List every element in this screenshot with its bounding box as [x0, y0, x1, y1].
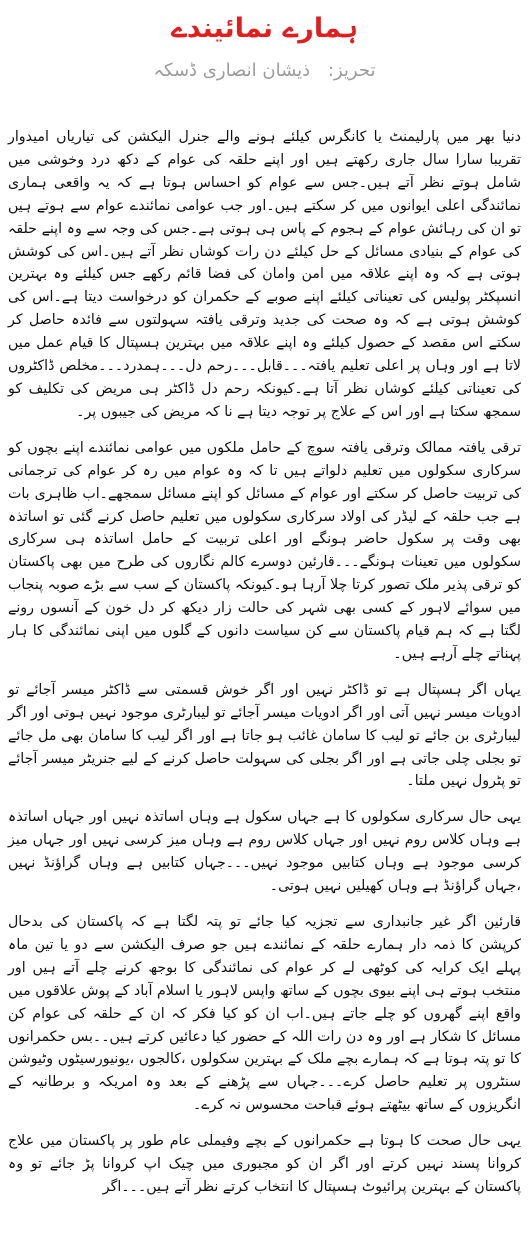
paragraph: دنیا بھر میں پارلیمنٹ یا کانگرس کیلئے ہونے والے جنرل الیکشن کی تیاریاں امیدوار تقریبا سارا سال جاری رکھتے ہیں اور اپنے حلقہ کی عوام کے دکھ درد وخوشی میں شامل ہوتے نظر آتے ہیں۔جس سے عوام کو احساس ہوتا ہے کہ یہ واقعی ہماری نمائندگی اعلی ایوانوں میں کر سکتے ہیں۔اور جب عوامی نمائندے عوام سے ہوتے ہیں تو ان کی رہائش عوام کے ہجوم کے پاس ہی ہوتی ہے۔جس کی وجہ سے وہ اپنے حلقہ کی عوام کے بنیادی مسائل کے حل کیلئے دن رات کوشاں نظر آتے ہیں۔اس کی کوشش ہوتی ہے کہ وہ اپنے علاقہ میں امن وامان کی فضا قائم رکھے جس کیلئے وہ بہترین انسپکٹر پولیس کی تعیناتی کیلئے اپنے صوبے کے حکمران کو درخواست دیتا ہے۔اس کی کوشش ہوتی ہے کہ وہ صحت کی جدید وترقی یافتہ سہولتوں سے فائدہ حاصل کر سکتے اس مقصد کے حصول کیلئے وہ اپنے علاقہ میں بہترین ہسپتال کا قیام عمل میں لاتا ہے اور وہاں پر اعلی تعلیم یافتہ۔۔۔قابل۔۔۔رحم دل۔۔۔ہمدرد۔۔۔مخلص ڈاکٹروں کی تعیناتی کیلئے کوشاں نظر آتا ہے۔کیونکہ رحم دل ڈاکٹر ہی مریض کی تکلیف کو سمجھ سکتا ہے اور اس کے علاج پر توجہ دیتا ہے نا کہ مریض کی جیبوں پر۔ [8, 129, 521, 420]
paragraph: یہی حال سرکاری سکولوں کا ہے جہاں سکول ہے وہاں اساتذہ نہیں اور جہاں اساتذہ ہے وہاں کلاس روم نہیں اور جہاں کلاس روم ہے وہاں میز کرسی نہیں اور جہاں میز کرسی موجود ہے وہاں کتابیں موجود نہیں۔۔۔جہاں کتابیں ہے وہاں گراؤنڈ نہیں ،جہاں گراؤنڈ ہے وہاں کھیلیں نہیں ہوتی۔ [8, 809, 521, 895]
article-title: ہمارے نمائیندے [171, 13, 358, 44]
article-body [8, 126, 521, 1212]
article-byline [0, 58, 529, 84]
paragraph: ترقی یافتہ ممالک وترقی یافتہ سوچ کے حامل ملکوں میں عوامی نمائندے اپنے بچوں کو سرکاری سکولوں میں تعلیم دلواتے ہیں تا کہ وہ عوام میں رہ کر عوام کی ترجمانی کی تربیت حاصل کر سکتے اور عوام کے مسائل کو اپنے مسائل سمجھے۔اب ظاہری بات ہے جب حلقہ کے لیڈر کی اولاد سرکاری سکولوں میں تعلیم حاصل کرنے گئی تو اساتذہ بھی وقت پر سکول حاضر ہونگے اور اعلی تربیت کے حامل اساتذہ ہی سرکاری سکولوں میں تعینات ہونگے۔۔۔قارئین دوسرے کالم نگاروں کی طرح میں بھی پاکستان کو ترقی پذیر ملک تصور کرتا چلا آرہا ہو۔کیونکہ پاکستان کے سب سے بڑے صوبہ پنجاب میں سوائے لاہور کے کسی بھی شہر کی حالت زار دیکھ کر دل خون کے آنسوں رونے لگتا ہے کہ ہم قیام پاکستان سے کن سیاست دانوں کے گلوں میں اپنی نمائندگی کا ہار پہناتے چلے آرہے ہیں۔ [8, 439, 521, 662]
paragraph: یہاں اگر ہسپتال ہے تو ڈاکٹر نہیں اور اگر خوش قسمتی سے ڈاکٹر میسر آجائے تو ادویات میسر نہیں آتی اور اگر ادویات میسر آجائے تو لیبارٹری موجود نہیں ہوتی اور اگر لیبارٹری بن جائے تو لیب کا سامان غائب ہو جاتا ہے اور اگر لیب کا سامان بھی مل جائے تو بجلی چلی جاتی ہے اور اگر بجلی کی سہولت حاصل کرنے کے لیے جنریٹر میسر آجائے تو پٹرول نہیں ملتا۔ [8, 681, 521, 790]
paragraph: یہی حال صحت کا ہوتا ہے حکمرانوں کے بچے وفیملی عام طور پر پاکستان میں علاج کروانا پسند نہیں کرتے اور اگر ان کو مجبوری میں چیک اپ کروانا پڑ جائے تو وہ پاکستان کے بہترین پرائیوٹ ہسپتال کا انتخاب کرتے نظر آتے ہیں۔۔۔اگر [8, 1133, 521, 1195]
paragraph: قارئین اگر غیر جانبداری سے تجزیہ کیا جائے تو پتہ لگتا ہے کہ پاکستان کی بدحال کرپشن کا ذمہ دار ہمارے حلقہ کے نمائندے ہیں جو صرف الیکشن سے دو یا تین ماہ پہلے ایک کرایہ کی کوٹھی لے کر عوام کی نمائندگی کا بوجھ کرنے چلے آتے ہیں اور منتخب ہوتے ہی اپنے بیوی بچوں کے ساتھ واپس لاہور یا اسلام آباد کے پوش علاقوں میں واقع اپنے گھروں کو چلے جاتے ہیں۔اب ان کو کیا فکر کہ ان کے حلقہ کی عوام کن مسائل کا شکار ہے اور وہ دن رات اللہ کے حضور کیا دعائیں کرتے ہیں۔۔بس حکمرانوں کا تو پتہ ہوتا ہے کہ ہمارے بچے ملک کے بہترین سکولوں ،کالجوں ،یونیورسیٹوں وٹیوشن سنٹروں پر تعلیم حاصل کرے۔۔۔جہاں سے پڑھنے کے بعد وہ امریکہ و برطانیہ کے انگریزوں کے ساتھ بیٹھتے ہوئے قباحت محسوس نہ کرے۔ [8, 914, 521, 1114]
byline-label: تحریز: [327, 60, 376, 81]
byline-author: ذیشان انصاری ڈسکہ [153, 60, 311, 81]
